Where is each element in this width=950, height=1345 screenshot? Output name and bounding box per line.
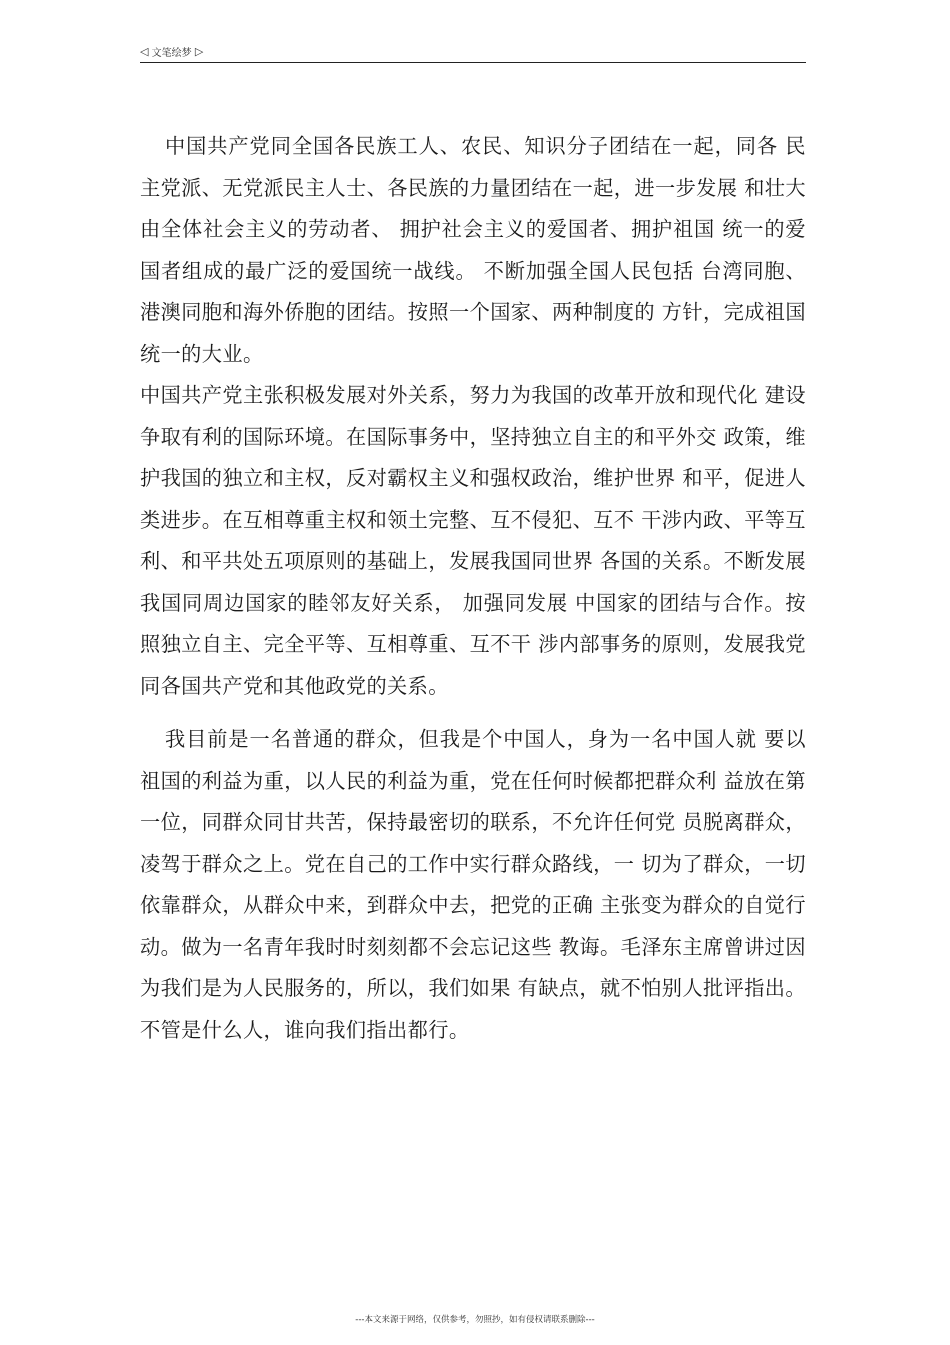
left-triangle-icon: ◁ [140, 45, 149, 58]
page-header [140, 44, 806, 63]
page-footer: ---本文来源于网络，仅供参考，勿照抄，如有侵权请联系删除--- [355, 1315, 595, 1325]
document-body [140, 126, 806, 1051]
header-title: 文笔绘梦 [151, 48, 192, 59]
paragraph-foreign-relations: 中国共产党主张积极发展对外关系，努力为我国的改革开放和现代化 建设争取有利的国际环境。在国际事务中，坚持独立自主的和平外交 政策，维护我国的独立和主权，反对霸权主义和强权政治，维护世界 和平，促进人类进步。在互相尊重主权和领土完整、互不侵犯、互不 干涉内政、平等互利、和平共处五项原则的基础上，发展我国同世界 各国的关系。不断发展我国同周边国家的睦邻友好关系， 加强同发展 中国家的团结与合作。按照独立自主、完全平等、互相尊重、互不干 涉内部事务的原则，发展我党同各国共产党和其他政党的关系。 [140, 383, 806, 698]
paragraph-personal-reflection: 我目前是一名普通的群众，但我是个中国人，身为一名中国人就 要以祖国的利益为重，以人民的利益为重，党在任何时候都把群众利 益放在第一位，同群众同甘共苦，保持最密切的联系，不允许任何党 员脱离群众，凌驾于群众之上。党在自己的工作中实行群众路线，一 切为了群众，一切依靠群众，从群众中来，到群众中去，把党的正确 主张变为群众的自觉行动。做为一名青年我时时刻刻都不会忘记这些 教诲。毛泽东主席曾讲过因为我们是为人民服务的，所以，我们如果 有缺点，就不怕别人批评指出。不管是什么人，谁向我们指出都行。 [140, 727, 806, 1042]
paragraph-united-front: 中国共产党同全国各民族工人、农民、知识分子团结在一起，同各 民主党派、无党派民主人士、各民族的力量团结在一起，进一步发展 和壮大由全体社会主义的劳动者、 拥护社会主义的爱国者、拥护祖国 统一的爱国者组成的最广泛的爱国统一战线。 不断加强全国人民包括 台湾同胞、港澳同胞和海外侨胞的团结。按照一个国家、两种制度的 方针，完成祖国统一的大业。 [140, 134, 806, 366]
right-triangle-icon: ▷ [194, 45, 204, 58]
